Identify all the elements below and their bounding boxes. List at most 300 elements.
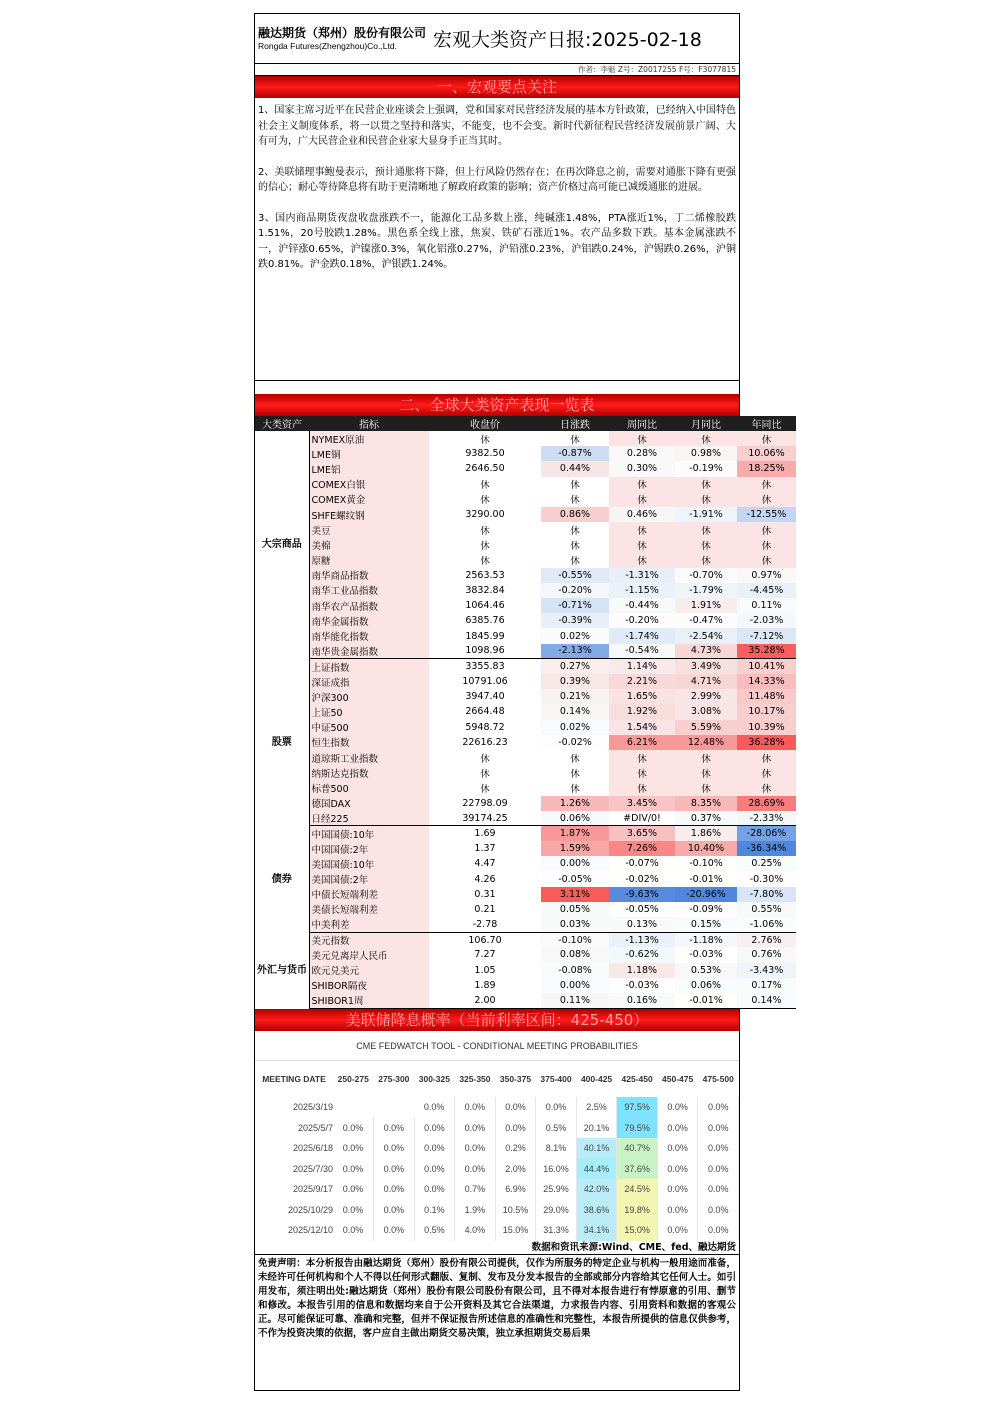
indicator-value: 28.69% (737, 796, 796, 811)
probability-cell: 1.9% (455, 1200, 496, 1221)
fedwatch-header-cell: 350-375 (499, 1073, 532, 1084)
probability-cell: 0.2% (495, 1138, 536, 1159)
probability-cell: 0.0% (698, 1117, 739, 1138)
indicator-name: LME铝 (309, 461, 429, 476)
asset-table-header (255, 416, 796, 431)
indicator-name: 欧元兑美元 (309, 963, 429, 978)
indicator-value: -0.02% (541, 735, 609, 750)
indicator-value: 10.41% (737, 659, 796, 674)
probability-cell: 0.0% (657, 1200, 698, 1221)
indicator-value: 2646.50 (429, 461, 541, 476)
header-cell: 大类资产 (255, 416, 309, 431)
probability-cell: 31.3% (536, 1220, 577, 1241)
indicator-value: 9382.50 (429, 446, 541, 461)
probability-cell: 15.0% (495, 1220, 536, 1241)
indicator-value: 8.35% (675, 796, 737, 811)
indicator-name: 中美利差 (309, 917, 429, 932)
asset-row (255, 553, 796, 568)
indicator-value: 5.59% (675, 720, 737, 735)
indicator-value: 休 (609, 431, 675, 446)
indicator-value: 35.28% (737, 644, 796, 659)
indicator-value: 1.87% (541, 826, 609, 841)
indicator-name: 南华能化指数 (309, 628, 429, 643)
indicator-value: 4.73% (675, 644, 737, 659)
indicator-value: 18.25% (737, 461, 796, 476)
indicator-value: 0.37% (675, 811, 737, 826)
indicator-value: 2664.48 (429, 704, 541, 719)
asset-row (255, 613, 796, 628)
probability-cell: 0.0% (414, 1158, 455, 1179)
indicator-name: 美豆 (309, 522, 429, 537)
indicator-value: -7.12% (737, 628, 796, 643)
indicator-value: -1.06% (737, 917, 796, 932)
indicator-value: -0.47% (675, 613, 737, 628)
indicator-value: 1064.46 (429, 598, 541, 613)
news-item: 2、美联储理事鲍曼表示，预计通胀将下降，但上行风险仍然存在；在再次降息之前，需要对通胀下降有更强的信心；耐心等待降息将有助于更清晰地了解政府政策的影响；资产价格过高可能已减缓通胀的进展。 (258, 166, 736, 193)
indicator-value: 1.89 (429, 978, 541, 993)
probability-cell: 0.0% (374, 1220, 415, 1241)
probability-cell (374, 1097, 415, 1118)
indicator-value: 休 (541, 780, 609, 795)
indicator-value: -0.71% (541, 598, 609, 613)
probability-cell: 42.0% (576, 1179, 617, 1200)
indicator-value: 3.45% (609, 796, 675, 811)
indicator-value: -2.54% (675, 628, 737, 643)
indicator-value: 休 (609, 750, 675, 765)
indicator-value: 14.33% (737, 674, 796, 689)
probability-cell: 0.0% (657, 1097, 698, 1118)
header-cell: 月同比 (675, 416, 737, 431)
asset-row (255, 856, 796, 871)
indicator-value: 6385.76 (429, 613, 541, 628)
fedwatch-header-cell: 325-350 (459, 1073, 491, 1084)
asset-row (255, 902, 796, 917)
header-cell: 日涨跌 (541, 416, 609, 431)
indicator-value: 1.59% (541, 841, 609, 856)
indicator-value: 休 (541, 553, 609, 568)
indicator-value: 休 (675, 765, 737, 780)
indicator-name: 南华工业品指数 (309, 583, 429, 598)
fedwatch-row (255, 1220, 739, 1241)
indicator-value: 休 (675, 492, 737, 507)
indicator-name: 深证成指 (309, 674, 429, 689)
asset-row (255, 583, 796, 598)
indicator-name: 日经225 (309, 811, 429, 826)
indicator-value: -1.31% (609, 568, 675, 583)
probability-cell: 0.0% (657, 1179, 698, 1200)
indicator-value: 0.03% (541, 917, 609, 932)
probability-cell: 0.0% (698, 1220, 739, 1241)
indicator-value: -2.33% (737, 811, 796, 826)
indicator-value: -2.03% (737, 613, 796, 628)
indicator-value: 1.37 (429, 841, 541, 856)
indicator-value: 36.28% (737, 735, 796, 750)
indicator-value: 1.05 (429, 963, 541, 978)
fedwatch-header-cell: 250-275 (337, 1073, 369, 1084)
macro-news (255, 98, 739, 381)
indicator-name: 南华金属指数 (309, 613, 429, 628)
report-header (255, 14, 739, 64)
probability-cell: 97.5% (617, 1097, 658, 1118)
fedwatch-header-cell: 450-475 (662, 1073, 694, 1084)
indicator-value: 休 (429, 492, 541, 507)
company-name-cn: 融达期货（郑州）股份有限公司 (258, 26, 427, 40)
indicator-value: 0.00% (541, 856, 609, 871)
indicator-value: 休 (429, 780, 541, 795)
probability-cell: 2.5% (576, 1097, 617, 1118)
indicator-value: -0.07% (609, 856, 675, 871)
probability-cell: 37.6% (617, 1158, 658, 1179)
probability-cell: 0.0% (698, 1200, 739, 1221)
indicator-value: -0.08% (541, 963, 609, 978)
indicator-value: 106.70 (429, 932, 541, 947)
asset-row (255, 492, 796, 507)
indicator-name: COMEX黄金 (309, 492, 429, 507)
probability-cell: 6.9% (495, 1179, 536, 1200)
indicator-value: 休 (429, 765, 541, 780)
indicator-value: 休 (609, 477, 675, 492)
section-asset-title: 二、全球大类资产表现一览表 (255, 394, 739, 416)
indicator-value: 1.92% (609, 704, 675, 719)
indicator-value: 0.05% (541, 902, 609, 917)
indicator-value: -0.20% (609, 613, 675, 628)
indicator-value: 7.27 (429, 947, 541, 962)
fedwatch-header-cell: 275-300 (378, 1073, 410, 1084)
indicator-value: -0.01% (675, 993, 737, 1008)
indicator-value: 1.26% (541, 796, 609, 811)
indicator-value: 0.31 (429, 887, 541, 902)
indicator-value: 休 (429, 750, 541, 765)
indicator-value: 2.21% (609, 674, 675, 689)
indicator-value: 0.46% (609, 507, 675, 522)
indicator-value: -0.87% (541, 446, 609, 461)
probability-cell: 10.5% (495, 1200, 536, 1221)
probability-cell: 0.0% (374, 1117, 415, 1138)
fedwatch-row (255, 1200, 739, 1221)
indicator-name: 美棉 (309, 537, 429, 552)
fedwatch-header-cell: 425-450 (621, 1073, 653, 1084)
indicator-value: -4.45% (737, 583, 796, 598)
indicator-value: 3.08% (675, 704, 737, 719)
fedwatch-row (255, 1179, 739, 1200)
indicator-value: 休 (675, 522, 737, 537)
indicator-value: -0.03% (675, 947, 737, 962)
fedwatch-header-cell: MEETING DATE (262, 1073, 326, 1084)
indicator-value: 休 (541, 492, 609, 507)
indicator-value: 休 (737, 431, 796, 446)
probability-cell: 0.7% (455, 1179, 496, 1200)
probability-cell: 0.0% (455, 1097, 496, 1118)
indicator-value: 休 (675, 780, 737, 795)
indicator-value: 4.47 (429, 856, 541, 871)
indicator-value: 0.53% (675, 963, 737, 978)
asset-row (255, 963, 796, 978)
indicator-value: 休 (609, 537, 675, 552)
indicator-value: -0.54% (609, 644, 675, 659)
probability-cell: 0.0% (698, 1158, 739, 1179)
asset-row (255, 628, 796, 643)
indicator-value: 休 (429, 522, 541, 537)
indicator-value: 0.02% (541, 628, 609, 643)
probability-cell: 40.1% (576, 1138, 617, 1159)
indicator-value: -0.62% (609, 947, 675, 962)
indicator-name: SHFE螺纹钢 (309, 507, 429, 522)
probability-cell: 79.5% (617, 1117, 658, 1138)
asset-row (255, 796, 796, 811)
indicator-value: 12.48% (675, 735, 737, 750)
asset-row (255, 993, 796, 1008)
indicator-value: 0.13% (609, 917, 675, 932)
indicator-value: 休 (541, 522, 609, 537)
indicator-value: 10791.06 (429, 674, 541, 689)
header-cell: 年同比 (737, 416, 796, 431)
asset-row (255, 446, 796, 461)
indicator-value: 休 (737, 750, 796, 765)
indicator-value: 休 (609, 553, 675, 568)
indicator-value: 2.99% (675, 689, 737, 704)
indicator-value: 11.48% (737, 689, 796, 704)
indicator-value: 0.28% (609, 446, 675, 461)
probability-cell: 0.0% (455, 1117, 496, 1138)
asset-row (255, 750, 796, 765)
probability-cell: 29.0% (536, 1200, 577, 1221)
indicator-value: 休 (675, 477, 737, 492)
indicator-value: 休 (609, 780, 675, 795)
indicator-value: -1.13% (609, 932, 675, 947)
indicator-value: 7.26% (609, 841, 675, 856)
asset-row (255, 887, 796, 902)
indicator-value: 10.39% (737, 720, 796, 735)
asset-row (255, 720, 796, 735)
probability-cell: 0.0% (333, 1179, 374, 1200)
indicator-value: 39174.25 (429, 811, 541, 826)
probability-cell: 25.9% (536, 1179, 577, 1200)
indicator-value: 0.16% (609, 993, 675, 1008)
probability-cell: 16.0% (536, 1158, 577, 1179)
indicator-name: 南华农产品指数 (309, 598, 429, 613)
indicator-value: 22798.09 (429, 796, 541, 811)
asset-row (255, 477, 796, 492)
indicator-name: 美国国债:2年 (309, 871, 429, 886)
probability-cell: 0.5% (414, 1220, 455, 1241)
company-name-en: Rongda Futures(Zhengzhou)Co.,Ltd. (258, 41, 397, 51)
probability-cell: 0.0% (333, 1117, 374, 1138)
indicator-name: 中证500 (309, 720, 429, 735)
indicator-value: -3.43% (737, 963, 796, 978)
fedwatch-header-cell: 375-400 (540, 1073, 572, 1084)
indicator-value: -0.44% (609, 598, 675, 613)
indicator-value: 10.17% (737, 704, 796, 719)
indicator-name: 标普500 (309, 780, 429, 795)
indicator-value: -1.79% (675, 583, 737, 598)
indicator-value: 休 (609, 522, 675, 537)
report-title: 宏观大类资产日报:2025-02-18 (433, 29, 702, 51)
probability-cell: 0.0% (657, 1220, 698, 1241)
indicator-value: 1.14% (609, 659, 675, 674)
section-fed-title: 美联储降息概率（当前利率区间：425-450） (255, 1009, 739, 1031)
asset-row (255, 644, 796, 659)
indicator-value: 0.21% (541, 689, 609, 704)
indicator-value: -0.30% (737, 871, 796, 886)
indicator-name: 沪深300 (309, 689, 429, 704)
indicator-value: 休 (737, 477, 796, 492)
probability-cell: 0.0% (495, 1117, 536, 1138)
probability-cell: 0.0% (333, 1220, 374, 1241)
fedwatch-row (255, 1117, 739, 1138)
asset-row (255, 978, 796, 993)
meeting-date: 2025/9/17 (292, 1184, 333, 1195)
indicator-value: 0.98% (675, 446, 737, 461)
meeting-date: 2025/6/18 (292, 1143, 333, 1154)
indicator-value: 休 (609, 765, 675, 780)
indicator-value: 休 (429, 431, 541, 446)
indicator-value: -1.74% (609, 628, 675, 643)
asset-table (255, 416, 796, 1009)
meeting-date: 2025/5/7 (297, 1122, 333, 1133)
asset-row (255, 537, 796, 552)
asset-row (255, 765, 796, 780)
asset-row (255, 735, 796, 750)
indicator-value: 10.06% (737, 446, 796, 461)
indicator-value: 3355.83 (429, 659, 541, 674)
asset-row (255, 522, 796, 537)
indicator-value: -1.18% (675, 932, 737, 947)
probability-cell: 0.0% (374, 1179, 415, 1200)
probability-cell: 0.0% (657, 1117, 698, 1138)
meeting-date: 2025/7/30 (292, 1163, 333, 1174)
fedwatch-row (255, 1097, 739, 1118)
indicator-value: 休 (541, 765, 609, 780)
asset-row (255, 947, 796, 962)
probability-cell: 15.0% (617, 1220, 658, 1241)
indicator-value: -0.19% (675, 461, 737, 476)
indicator-value: 0.44% (541, 461, 609, 476)
asset-row (255, 871, 796, 886)
indicator-name: 南华贵金属指数 (309, 644, 429, 659)
indicator-name: 上证50 (309, 704, 429, 719)
indicator-name: 中债长短端利差 (309, 887, 429, 902)
indicator-value: -12.55% (737, 507, 796, 522)
indicator-value: 休 (737, 765, 796, 780)
indicator-value: 0.17% (737, 978, 796, 993)
probability-cell: 0.0% (698, 1138, 739, 1159)
indicator-value: 0.14% (737, 993, 796, 1008)
indicator-value: 0.14% (541, 704, 609, 719)
indicator-value: 3.65% (609, 826, 675, 841)
indicator-value: -36.34% (737, 841, 796, 856)
indicator-value: 1.18% (609, 963, 675, 978)
indicator-value: -0.20% (541, 583, 609, 598)
indicator-value: -0.10% (541, 932, 609, 947)
indicator-name: 德国DAX (309, 796, 429, 811)
asset-row (255, 689, 796, 704)
indicator-value: 10.40% (675, 841, 737, 856)
probability-cell: 0.0% (414, 1097, 455, 1118)
indicator-value: -1.15% (609, 583, 675, 598)
asset-row (255, 598, 796, 613)
indicator-value: -0.05% (541, 871, 609, 886)
indicator-value: 0.02% (541, 720, 609, 735)
asset-row (255, 568, 796, 583)
indicator-value: 休 (429, 477, 541, 492)
indicator-value: 1098.96 (429, 644, 541, 659)
indicator-value: 0.55% (737, 902, 796, 917)
indicator-value: 3.49% (675, 659, 737, 674)
indicator-value: 2.76% (737, 932, 796, 947)
indicator-value: 0.97% (737, 568, 796, 583)
asset-category: 股票 (255, 659, 309, 826)
probability-cell: 38.6% (576, 1200, 617, 1221)
indicator-value: -28.06% (737, 826, 796, 841)
indicator-value: 0.39% (541, 674, 609, 689)
indicator-value: 3290.00 (429, 507, 541, 522)
indicator-value: 1845.99 (429, 628, 541, 643)
indicator-name: 原糖 (309, 553, 429, 568)
probability-cell: 0.0% (374, 1158, 415, 1179)
indicator-name: 中国国债:10年 (309, 826, 429, 841)
indicator-value: 0.76% (737, 947, 796, 962)
asset-category: 债券 (255, 826, 309, 932)
indicator-value: 休 (541, 750, 609, 765)
asset-row (255, 507, 796, 522)
indicator-value: 休 (429, 553, 541, 568)
indicator-value: 0.21 (429, 902, 541, 917)
indicator-value: 3832.84 (429, 583, 541, 598)
section-macro-title: 一、宏观要点关注 (255, 76, 739, 98)
indicator-value: 1.69 (429, 826, 541, 841)
indicator-value: 0.08% (541, 947, 609, 962)
indicator-name: LME铜 (309, 446, 429, 461)
probability-cell: 24.5% (617, 1179, 658, 1200)
indicator-value: 0.06% (541, 811, 609, 826)
indicator-value: -9.63% (609, 887, 675, 902)
indicator-value: 0.25% (737, 856, 796, 871)
indicator-value: 休 (541, 537, 609, 552)
indicator-value: 1.91% (675, 598, 737, 613)
header-cell: 周同比 (609, 416, 675, 431)
indicator-value: 0.30% (609, 461, 675, 476)
probability-cell: 0.0% (657, 1138, 698, 1159)
indicator-name: SHIBOR隔夜 (309, 978, 429, 993)
fedwatch-header-cell: 475-500 (702, 1073, 734, 1084)
probability-cell: 0.0% (414, 1179, 455, 1200)
indicator-value: -7.80% (737, 887, 796, 902)
probability-cell (333, 1097, 374, 1118)
fedwatch-header-cell: 400-425 (580, 1073, 613, 1084)
indicator-value: -0.03% (609, 978, 675, 993)
asset-row (255, 841, 796, 856)
indicator-value: 休 (737, 553, 796, 568)
indicator-value: 4.26 (429, 871, 541, 886)
indicator-name: NYMEX原油 (309, 431, 429, 446)
news-item: 1、国家主席习近平在民营企业座谈会上强调，党和国家对民营经济发展的基本方针政策，已经纳入中国特色社会主义制度体系，将一以贯之坚持和落实，不能变，也不会变。新时代新征程民营经济发展前景广阔、大有可为，广大民营企业和民营企业家大显身手正当其时。 (258, 105, 736, 147)
indicator-value: -0.39% (541, 613, 609, 628)
probability-cell: 0.0% (698, 1097, 739, 1118)
probability-cell: 0.0% (333, 1158, 374, 1179)
indicator-value: -0.05% (609, 902, 675, 917)
indicator-value: -2.78 (429, 917, 541, 932)
news-item: 3、国内商品期货夜盘收盘涨跌不一，能源化工品多数上涨，纯碱涨1.48%，PTA涨近1%，丁二烯橡胶跌1.51%，20号胶跌1.28%。黑色系全线上涨，焦炭、铁矿石涨近1%。农产品多数下跌。基本金属涨跌不一，沪锌涨0.65%，沪镍涨0.3%，氧化铝涨0.27%，沪铅涨0.23%，沪铝跌0.24%，沪锡跌0.26%，沪铜跌0.81%。沪金跌0.18%，沪银跌1.24%。 (258, 212, 736, 270)
fedwatch-row (255, 1138, 739, 1159)
indicator-value: 休 (541, 431, 609, 446)
probability-cell: 0.0% (495, 1097, 536, 1118)
indicator-value: 0.15% (675, 917, 737, 932)
indicator-value: 2563.53 (429, 568, 541, 583)
indicator-value: -0.02% (609, 871, 675, 886)
indicator-name: 上证指数 (309, 659, 429, 674)
indicator-value: 1.65% (609, 689, 675, 704)
probability-cell: 19.8% (617, 1200, 658, 1221)
